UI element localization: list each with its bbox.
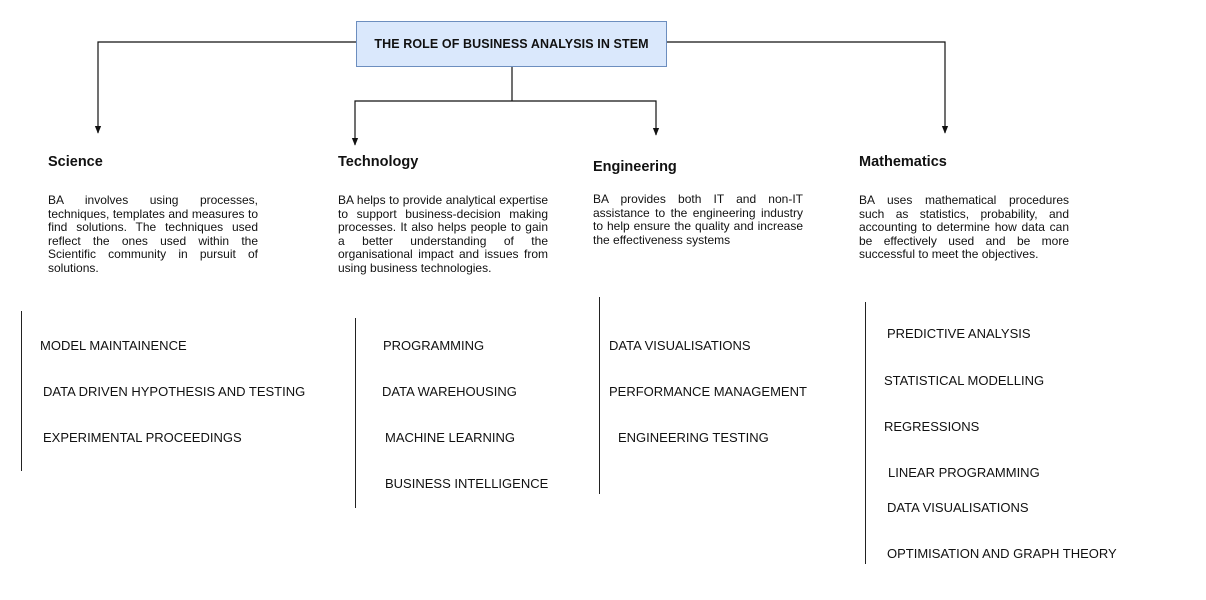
item-regressions: REGRESSIONS bbox=[884, 419, 980, 434]
list-line-mathematics bbox=[865, 302, 866, 564]
description-mathematics: BA uses mathematical procedures such as statistics, probability, and accounting to determine how data can be effectively used and be more successful to meet the objectives. bbox=[859, 193, 1069, 262]
arrow-to-technology bbox=[355, 101, 512, 145]
item-performance-management: PERFORMANCE MANAGEMENT bbox=[609, 384, 807, 399]
item-business-intelligence: BUSINESS INTELLIGENCE bbox=[385, 476, 549, 491]
item-linear-programming: LINEAR PROGRAMMING bbox=[888, 465, 1040, 480]
heading-engineering: Engineering bbox=[593, 159, 677, 175]
heading-technology: Technology bbox=[338, 154, 419, 170]
heading-mathematics: Mathematics bbox=[859, 154, 947, 170]
item-model-maintainence: MODEL MAINTAINENCE bbox=[40, 338, 187, 353]
item-programming: PROGRAMMING bbox=[383, 338, 485, 353]
arrow-to-science bbox=[98, 42, 356, 133]
item-data-driven-hypothesis: DATA DRIVEN HYPOTHESIS AND TESTING bbox=[43, 384, 306, 399]
description-engineering: BA provides both IT and non-IT assistance to the engineering industry to help ensure the quality and increase the effectiveness systems bbox=[593, 192, 803, 247]
heading-science: Science bbox=[48, 154, 103, 170]
item-predictive-analysis: PREDICTIVE ANALYSIS bbox=[887, 326, 1031, 341]
diagram-title: THE ROLE OF BUSINESS ANALYSIS IN STEM bbox=[356, 21, 667, 67]
item-data-warehousing: DATA WAREHOUSING bbox=[382, 384, 517, 399]
description-technology: BA helps to provide analytical expertise to support business-decision making processes. It also helps people to gain a better understanding of the organisational impact and issues from using business technologies. bbox=[338, 193, 548, 275]
item-data-visualisations-math: DATA VISUALISATIONS bbox=[887, 500, 1029, 515]
list-line-science bbox=[21, 311, 22, 471]
list-line-engineering bbox=[599, 297, 600, 494]
item-optimisation-graph-theory: OPTIMISATION AND GRAPH THEORY bbox=[887, 546, 1117, 561]
item-machine-learning: MACHINE LEARNING bbox=[385, 430, 516, 445]
arrow-to-engineering bbox=[512, 101, 656, 135]
item-experimental-proceedings: EXPERIMENTAL PROCEEDINGS bbox=[43, 430, 242, 445]
item-data-visualisations-eng: DATA VISUALISATIONS bbox=[609, 338, 751, 353]
arrow-to-mathematics bbox=[667, 42, 945, 133]
item-engineering-testing: ENGINEERING TESTING bbox=[618, 430, 769, 445]
item-statistical-modelling: STATISTICAL MODELLING bbox=[884, 373, 1045, 388]
list-line-technology bbox=[355, 318, 356, 508]
description-science: BA involves using processes, techniques, templates and measures to find solutions. The techniques used reflect the ones used within the Scientific community in pursuit of solutions. bbox=[48, 193, 258, 275]
